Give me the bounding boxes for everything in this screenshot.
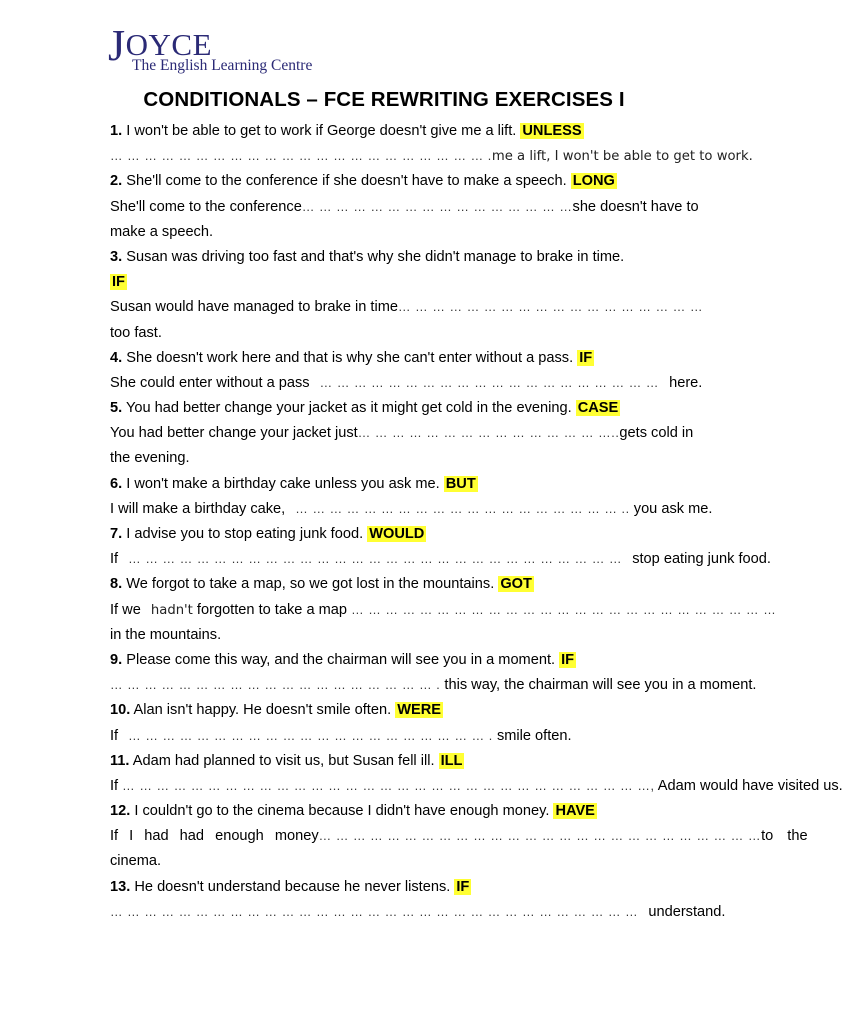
keyword: CASE <box>577 400 619 417</box>
keyword: BUT <box>445 475 476 492</box>
question-text: Please come this way, and the chairman will see you in a moment. <box>126 651 556 668</box>
question-10 <box>110 698 659 723</box>
answer-line-9 <box>110 673 757 698</box>
question-number: 6. <box>110 475 123 492</box>
answer-continuation-12 <box>110 849 659 874</box>
answer-line-11 <box>110 774 843 799</box>
answer-line-12 <box>110 824 808 849</box>
question-text: Susan was driving too fast and that's why she didn't manage to brake in time. <box>126 248 625 265</box>
keyword: GOT <box>500 576 532 593</box>
answer-line-5 <box>110 421 694 446</box>
question-6 <box>110 472 659 497</box>
answer-suffix: smile often. <box>496 727 572 744</box>
answer-continuation-5 <box>110 446 659 471</box>
question-13 <box>110 875 659 900</box>
question-text: She'll come to the conference if she doesn't have to make a speech. <box>126 173 567 190</box>
question-number: 7. <box>110 526 123 542</box>
answer-blank[interactable]: … … … … … … … … … … … … … … … … … … <box>398 300 704 315</box>
logo <box>108 21 328 82</box>
question-11 <box>110 749 659 774</box>
answer-suffix: you ask me. <box>633 500 713 517</box>
logo-subtitle: The English Learning Centre <box>132 57 313 74</box>
answer-blank[interactable]: … … … … … … … … … … … … … … ….. <box>357 426 620 441</box>
question-text: I won't be able to get to work if George doesn't give me a lift. <box>126 123 517 139</box>
question-number: 13. <box>110 878 131 895</box>
answer-suffix: understand. <box>648 903 726 920</box>
question-number: 4. <box>110 349 123 366</box>
exercise-list <box>110 119 843 925</box>
question-3 <box>110 245 659 270</box>
answer-continuation: cinema. <box>110 853 162 870</box>
answer-continuation-2 <box>110 220 659 245</box>
question-number: 1. <box>110 123 123 139</box>
question-1 <box>110 119 659 144</box>
answer-prefix: If I had had enough money <box>110 828 319 845</box>
question-4 <box>110 346 659 371</box>
answer-blank[interactable]: … … … … … … … … … … … … … … … … … … … … … … … … … … <box>318 829 762 844</box>
answer-prefix: You had better change your jacket just <box>110 425 358 442</box>
answer-suffix: she doesn't have to <box>572 198 699 215</box>
question-8 <box>110 572 659 597</box>
answer-prefix: She could enter without a pass <box>110 374 310 391</box>
answer-blank[interactable]: … … … … … … … … … … … … … … … … … … … … … … … … … … … … … <box>128 552 623 567</box>
question-5 <box>110 396 659 421</box>
answer-continuation-3 <box>110 321 659 346</box>
answer-blank[interactable]: … … … … … … … … … … … … … … … … <box>301 199 573 214</box>
question-7 <box>110 522 659 547</box>
answer-suffix: to the <box>761 828 808 845</box>
keyword: UNLESS <box>522 123 582 139</box>
answer-blank[interactable]: … … … … … … … … … … … … … … … … … … … … <box>319 375 660 390</box>
question-text: We forgot to take a map, so we got lost in the mountains. <box>126 576 495 593</box>
question-number: 2. <box>110 173 123 190</box>
question-2 <box>110 169 659 194</box>
answer-line-7 <box>110 547 771 572</box>
answer-line-10 <box>110 724 659 749</box>
answer-suffix: this way, the chairman will see you in a moment. <box>444 677 757 694</box>
answer-continuation: make a speech. <box>110 223 214 240</box>
answer-continuation: the evening. <box>110 450 190 467</box>
answer-prefix: Susan would have managed to brake in time <box>110 299 398 316</box>
question-text: Alan isn't happy. He doesn't smile often. <box>133 702 392 719</box>
answer-blank[interactable]: … … … … … … … … … … … … … … … … … … … .. <box>295 501 630 516</box>
keyword: HAVE <box>555 803 595 820</box>
question-number: 11. <box>110 752 130 769</box>
question-3-keyword-line <box>110 270 659 295</box>
question-number: 9. <box>110 651 123 668</box>
answer-line-8 <box>110 598 777 623</box>
question-text: She doesn't work here and that is why she can't enter without a pass. <box>126 349 574 366</box>
question-text: Adam had planned to visit us, but Susan fell ill. <box>132 752 435 769</box>
answer-prefix: If <box>110 727 119 744</box>
answer-prefix: If <box>110 777 119 794</box>
keyword: IF <box>456 878 470 895</box>
answer-blank[interactable]: … … … … … … … … … … … … … … … … … … … . <box>110 678 441 693</box>
answer-line-13 <box>110 900 726 925</box>
answer-prefix: If we <box>110 601 141 618</box>
keyword: WOULD <box>369 526 425 542</box>
answer-suffix: stop eating junk food. <box>632 551 771 568</box>
answer-middle: forgotten to take a map <box>196 601 348 618</box>
question-number: 8. <box>110 576 123 593</box>
answer-continuation: too fast. <box>110 324 162 341</box>
answer-prefix: If <box>110 551 119 568</box>
answer-text: me a lift, I won't be able to get to work. <box>491 149 753 165</box>
question-text: He doesn't understand because he never listens. <box>134 878 451 895</box>
answer-suffix: here. <box>669 374 703 391</box>
answer-line-3 <box>110 295 704 320</box>
answer-line-6 <box>110 497 713 522</box>
answer-line-2 <box>110 195 699 220</box>
answer-line-4 <box>110 371 703 396</box>
answer-continuation: in the mountains. <box>110 626 222 643</box>
question-text: I won't make a birthday cake unless you ask me. <box>126 475 440 492</box>
question-number: 10. <box>110 702 131 719</box>
answer-text: hadn't <box>150 602 193 618</box>
answer-blank[interactable]: … … … … … … … … … … … … … … … … … … … … … … … … … … … … … … … <box>110 904 639 919</box>
question-text: I couldn't go to the cinema because I didn't have enough money. <box>134 803 550 820</box>
answer-blank[interactable]: … … … … … … … … … … … … … … … … … … … … … … … … … <box>351 602 777 617</box>
answer-suffix: gets cold in <box>619 425 694 442</box>
question-number: 3. <box>110 248 123 265</box>
answer-continuation-8 <box>110 623 659 648</box>
answer-suffix: Adam would have visited us. <box>657 777 843 794</box>
question-text: You had better change your jacket as it might get cold in the evening. <box>125 400 572 417</box>
keyword: IF <box>561 651 575 668</box>
keyword: ILL <box>440 752 463 769</box>
answer-blank[interactable]: … … … … … … … … … … … … … … … … … … … … … … . <box>110 149 492 164</box>
question-text: I advise you to stop eating junk food. <box>126 526 364 542</box>
question-9 <box>110 648 659 673</box>
question-number: 12. <box>110 803 131 820</box>
question-number: 5. <box>110 400 123 417</box>
answer-line-1 <box>110 144 753 169</box>
logo-brand: JOYCE <box>108 21 213 70</box>
page-title: CONDITIONALS – FCE REWRITING EXERCISES I <box>143 88 625 111</box>
answer-blank[interactable]: … … … … … … … … … … … … … … … … … … … … … . <box>128 728 493 743</box>
answer-prefix: She'll come to the conference <box>110 198 302 215</box>
keyword: LONG <box>572 173 615 190</box>
keyword: WERE <box>397 702 441 719</box>
answer-blank[interactable]: … … … … … … … … … … … … … … … … … … … … … … … … … … … … … … …, <box>122 778 655 793</box>
answer-prefix: I will make a birthday cake, <box>110 500 286 517</box>
keyword: IF <box>579 349 593 366</box>
question-12 <box>110 799 659 824</box>
keyword: IF <box>112 274 125 291</box>
